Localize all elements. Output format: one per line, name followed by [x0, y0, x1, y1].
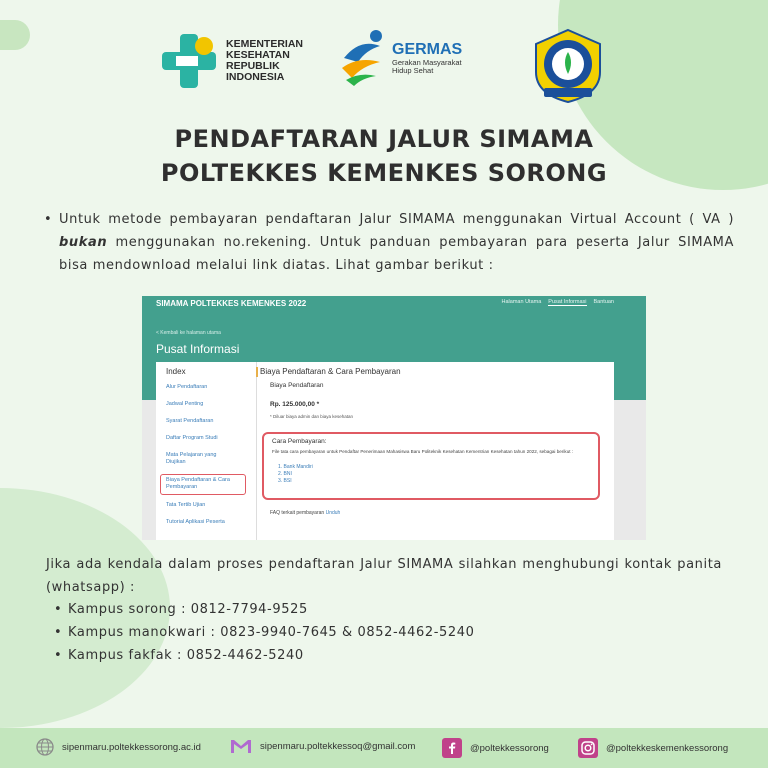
contact-list	[54, 598, 475, 667]
sidebar-item[interactable]: Mata Pelajaran yang Diujikan	[166, 452, 217, 465]
back-link[interactable]: < Kembali ke halaman utama	[156, 330, 221, 336]
kemenkes-mark-icon	[160, 32, 218, 90]
kemenkes-wordmark: KEMENTERIAN KESEHATAN REPUBLIK INDONESIA	[226, 38, 304, 83]
faq-line: FAQ terkait pembayaran Unduh	[270, 510, 341, 516]
nav-home[interactable]: Halaman Utama	[501, 299, 542, 305]
footer	[0, 728, 768, 768]
title-accent	[256, 367, 258, 377]
footer-facebook[interactable]: @poltekkessorong	[442, 738, 549, 758]
logo-bar	[0, 28, 768, 108]
screenshot-nav	[502, 299, 614, 306]
contact-item: • Kampus manokwari : 0823-9940-7645 & 0852-4462-5240	[54, 625, 475, 640]
bullet: •	[44, 212, 53, 227]
contact-intro: Jika ada kendala dalam proses pendaftaran Jalur SIMAMA silahkan menghubungi kontak panita (whatsapp) :	[46, 557, 722, 595]
bank-list	[278, 464, 313, 485]
screenshot-page-title: Pusat Informasi	[156, 342, 240, 356]
payment-info-paragraph: • Untuk metode pembayaran pendaftaran Jalur SIMAMA menggunakan Virtual Account ( VA ) bukan menggunakan no.rekening. Untuk panduan pembayaran para peserta Jalur SIMAMA bisa mendownload melalui link diatas. Lihat gambar berikut :	[44, 208, 734, 277]
poltekkes-emblem-icon	[532, 28, 604, 104]
sidebar-item[interactable]: Syarat Pendaftaran	[166, 418, 214, 424]
footer-website[interactable]: sipenmaru.poltekkessorong.ac.id	[36, 738, 201, 756]
poltekkes-sorong-logo	[532, 28, 604, 108]
contact-item: • Kampus sorong : 0812-7794-9525	[54, 602, 308, 617]
germas-logo	[340, 28, 462, 88]
sidebar-item[interactable]: Tata Tertib Ujian	[166, 502, 206, 508]
globe-icon	[36, 738, 54, 756]
bank-link[interactable]: 3. BSI	[278, 478, 292, 484]
facebook-icon	[442, 738, 462, 758]
sidebar-item[interactable]: Daftar Program Studi	[166, 435, 218, 441]
nav-info[interactable]: Pusat Informasi	[548, 299, 587, 305]
kemenkes-logo	[160, 32, 303, 90]
sidebar-item[interactable]: Alur Pendaftaran	[166, 384, 208, 390]
index-title: Index	[166, 367, 186, 376]
sidebar-item[interactable]: Jadwal Penting	[166, 401, 204, 407]
embedded-website-screenshot	[142, 296, 646, 540]
footer-instagram[interactable]: @poltekkeskemenkessorong	[578, 738, 728, 758]
fee-label: Biaya Pendaftaran	[270, 382, 324, 389]
fee-amount: Rp. 125.000,00 *	[270, 401, 320, 408]
bank-link[interactable]: 2. BNI	[278, 471, 292, 477]
footer-email[interactable]: sipenmaru.poltekkessoq@gmail.com	[230, 738, 415, 754]
section-title: Biaya Pendaftaran & Cara Pembayaran	[260, 367, 401, 376]
bank-link[interactable]: 1. Bank Mandiri	[278, 464, 313, 470]
instagram-icon	[578, 738, 598, 758]
screenshot-brand: SIMAMA POLTEKKES KEMENKES 2022	[156, 299, 307, 308]
sidebar-item-active[interactable]: Biaya Pendaftaran & Cara Pembayaran	[166, 477, 230, 490]
index-sidebar	[156, 362, 257, 540]
cara-title: Cara Pembayaran:	[272, 438, 327, 445]
screenshot-content-card	[156, 362, 614, 540]
faq-download-link[interactable]: Unduh	[325, 510, 341, 516]
page-title: PENDAFTARAN JALUR SIMAMA POLTEKKES KEMENKES SORONG	[160, 125, 608, 187]
cara-description: File tata cara pembayaran untuk Pendaftar Penerimaan Mahasiswa Baru Politeknik Kesehatan Kementrian Kesehatan tahun 2022, sebagai berikut :	[272, 449, 574, 454]
contact-item: • Kampus fakfak : 0852-4462-5240	[54, 648, 304, 663]
germas-figure-icon	[340, 28, 388, 88]
fee-note: * Diluar biaya admin dan biaya kesehatan	[270, 414, 354, 419]
mail-icon	[230, 738, 252, 754]
germas-title: GERMAS	[392, 41, 463, 58]
payment-method-box	[262, 432, 600, 500]
sidebar-item[interactable]: Tutorial Aplikasi Peserta	[166, 519, 225, 525]
germas-subtitle: Gerakan Masyarakat Hidup Sehat	[392, 58, 462, 75]
nav-help[interactable]: Bantuan	[593, 299, 614, 305]
